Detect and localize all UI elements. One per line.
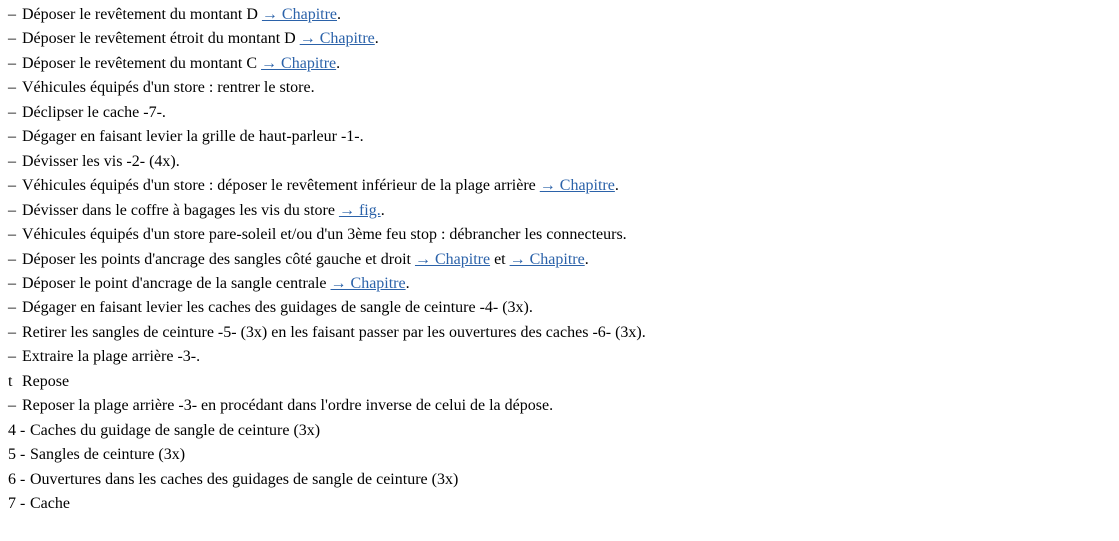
text-run: Déposer le revêtement étroit du montant D: [22, 30, 300, 48]
text-run: .: [614, 177, 619, 195]
line-text: [22, 3, 341, 27]
chapitre-link[interactable]: → Chapitre: [261, 6, 338, 23]
line-text: [22, 199, 385, 223]
text-run: .: [336, 54, 341, 72]
line-text: [22, 27, 379, 51]
line-text: [22, 394, 553, 418]
legend-item: [8, 468, 1119, 492]
text-run: Déposer le revêtement du montant C: [22, 54, 262, 72]
text-run: .: [337, 6, 342, 23]
procedure-step: [8, 125, 1119, 149]
procedure-step: [8, 223, 1119, 247]
bullet-dash: –: [8, 323, 16, 341]
legend-item: [8, 443, 1119, 467]
text-run: Déposer les points d'ancrage des sangles côté gauche et droit: [22, 250, 415, 268]
procedure-step: [8, 174, 1119, 198]
bullet-dash: –: [8, 348, 16, 366]
text-run: Cache: [30, 495, 70, 513]
line-text: [30, 419, 320, 443]
text-run: Reposer la plage arrière -3- en procédant dans l'ordre inverse de celui de la dépose.: [22, 397, 554, 415]
text-run: .: [584, 250, 589, 268]
line-text: [22, 52, 340, 76]
procedure-step: [8, 394, 1119, 418]
fig-link[interactable]: → fig.: [338, 201, 381, 219]
text-run: Véhicules équipés d'un store pare-soleil et/ou d'un 3ème feu stop : débrancher les connecteurs.: [22, 226, 627, 244]
text-run: Caches du guidage de sangle de ceinture (3x): [30, 421, 321, 439]
line-text: [30, 492, 70, 516]
procedure-step: [8, 321, 1119, 345]
line-text: [22, 321, 646, 345]
legend-item: [8, 419, 1119, 443]
bullet-dash: –: [8, 201, 16, 219]
text-run: Déposer le revêtement du montant D: [22, 6, 262, 23]
chapitre-link[interactable]: → Chapitre: [414, 250, 491, 268]
procedure-step: [8, 27, 1119, 51]
chapitre-link[interactable]: → Chapitre: [261, 54, 337, 72]
procedure-list: [8, 3, 1119, 517]
text-run: Extraire la plage arrière -3-.: [22, 348, 201, 366]
legend-number: 6 -: [8, 470, 26, 488]
chapitre-link[interactable]: → Chapitre: [330, 274, 406, 292]
bullet-dash: –: [8, 54, 16, 72]
legend-item: [8, 492, 1119, 516]
text-run: et: [490, 250, 510, 268]
bullet-dash: –: [8, 152, 16, 170]
bullet-dash: –: [8, 128, 16, 146]
procedure-step: [8, 199, 1119, 223]
line-text: [22, 76, 315, 100]
line-text: [22, 223, 627, 247]
procedure-step: [8, 272, 1119, 296]
procedure-step: [8, 101, 1119, 125]
bullet-dash: –: [8, 274, 16, 292]
text-run: Véhicules équipés d'un store : déposer le revêtement inférieur de la plage arrière: [22, 177, 540, 195]
procedure-step: [8, 150, 1119, 174]
bullet-dash: –: [8, 6, 16, 23]
procedure-step: [8, 76, 1119, 100]
text-run: Ouvertures dans les caches des guidages de sangle de ceinture (3x): [30, 470, 459, 488]
bullet-dash: –: [8, 177, 16, 195]
line-text: [22, 296, 533, 320]
procedure-step: [8, 248, 1119, 272]
legend-number: 5 -: [8, 446, 26, 464]
section-heading: [8, 370, 1119, 394]
text-run: Dévisser dans le coffre à bagages les vis du store: [22, 201, 339, 219]
bullet-dash: –: [8, 79, 16, 97]
line-text: [22, 345, 200, 369]
line-text: [22, 101, 166, 125]
text-run: Repose: [22, 372, 70, 390]
line-text: [30, 443, 185, 467]
text-run: Véhicules équipés d'un store : rentrer le store.: [22, 79, 315, 97]
chapitre-link[interactable]: → Chapitre: [539, 177, 615, 195]
text-run: .: [405, 274, 410, 292]
procedure-step: [8, 52, 1119, 76]
text-run: Sangles de ceinture (3x): [30, 446, 186, 464]
procedure-step: [8, 296, 1119, 320]
text-run: .: [374, 30, 379, 48]
legend-number: 7 -: [8, 495, 26, 513]
chapitre-link[interactable]: → Chapitre: [299, 30, 375, 48]
line-text: [22, 248, 589, 272]
line-text: [22, 150, 180, 174]
section-marker: t: [8, 372, 13, 390]
line-text: [22, 370, 69, 394]
line-text: [22, 272, 410, 296]
line-text: [22, 125, 364, 149]
line-text: [30, 468, 458, 492]
procedure-step: [8, 3, 1119, 27]
text-run: Dégager en faisant levier la grille de haut-parleur -1-.: [22, 128, 364, 146]
text-run: Retirer les sangles de ceinture -5- (3x) en les faisant passer par les ouvertures des caches -6- (3x).: [22, 323, 646, 341]
bullet-dash: –: [8, 250, 16, 268]
text-run: Déclipser le cache -7-.: [22, 103, 166, 121]
legend-number: 4 -: [8, 421, 26, 439]
line-text: [22, 174, 619, 198]
chapitre-link[interactable]: → Chapitre: [509, 250, 585, 268]
procedure-step: [8, 345, 1119, 369]
bullet-dash: –: [8, 103, 16, 121]
bullet-dash: –: [8, 226, 16, 244]
text-run: Dévisser les vis -2- (4x).: [22, 152, 180, 170]
text-run: .: [380, 201, 385, 219]
text-run: Dégager en faisant levier les caches des guidages de sangle de ceinture -4- (3x).: [22, 299, 533, 317]
bullet-dash: –: [8, 299, 16, 317]
text-run: Déposer le point d'ancrage de la sangle centrale: [22, 274, 331, 292]
bullet-dash: –: [8, 397, 16, 415]
bullet-dash: –: [8, 30, 16, 48]
